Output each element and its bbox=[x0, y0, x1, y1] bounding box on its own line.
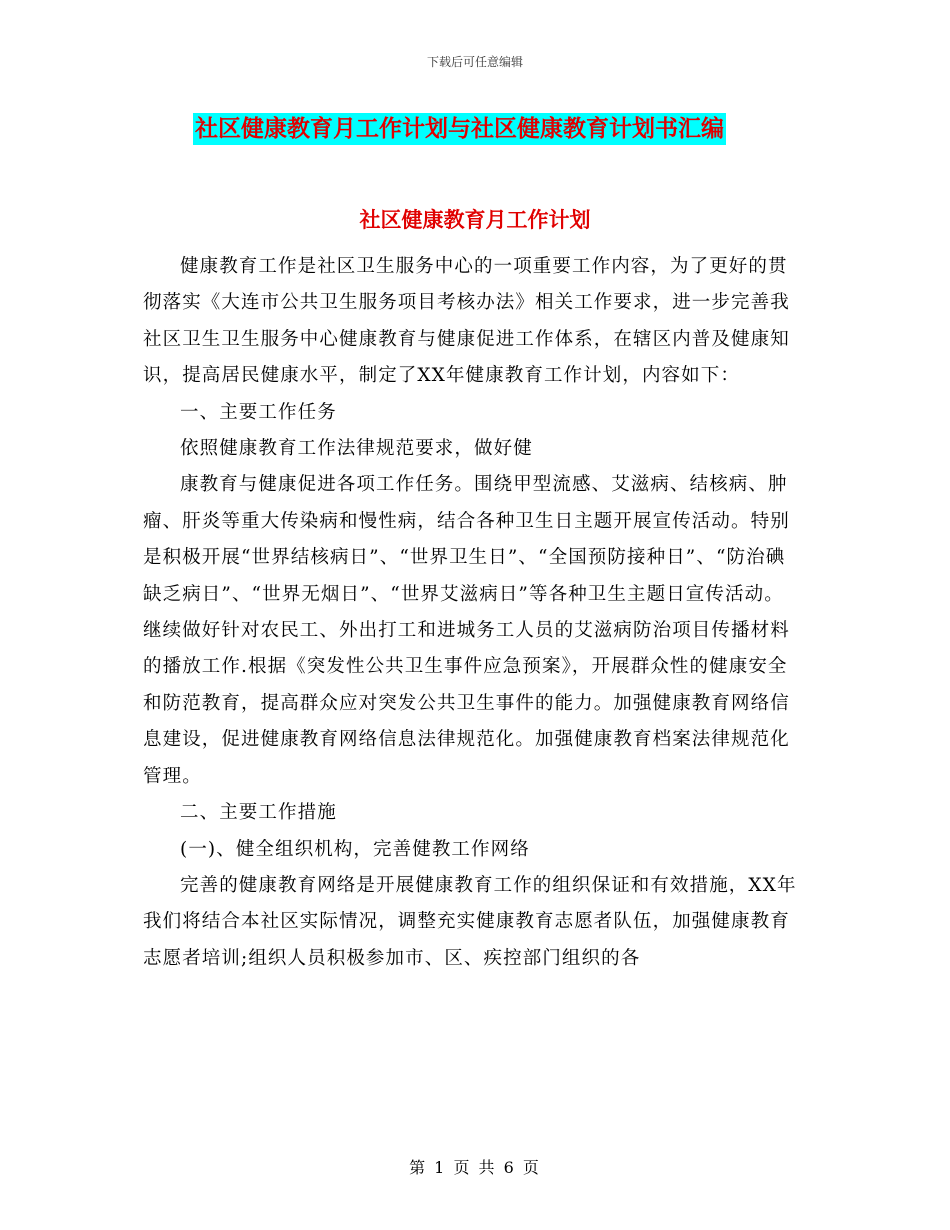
paragraph-network: 完善的健康教育网络是开展健康教育工作的组织保证和有效措施，XX年我们将结合本社区实际情况，调整充实健康教育志愿者队伍，加强健康教育志愿者培训;组织人员积极参加市、区、疾控部门组织的各 bbox=[143, 874, 797, 969]
paragraph-intro: 健康教育工作是社区卫生服务中心的一项重要工作内容，为了更好的贯彻落实《大连市公共卫生服务项目考核办法》相关工作要求，进一步完善我社区卫生卫生服务中心健康教育与健康促进工作体系，在辖区内普及健康知识，提高居民健康水平，制定了XX年健康教育工作计划，内容如下： bbox=[143, 256, 790, 387]
page-number-footer: 第 1 页 共 6 页 bbox=[409, 1158, 541, 1177]
section-title: 社区健康教育月工作计划 bbox=[359, 208, 591, 232]
heading-main-tasks: 一、主要工作任务 bbox=[180, 401, 337, 423]
document-body bbox=[143, 249, 803, 977]
subheading-organization: (一)、健全组织机构，完善健教工作网络 bbox=[180, 838, 530, 860]
main-title: 社区健康教育月工作计划与社区健康教育计划书汇编 bbox=[193, 113, 726, 145]
header-note: 下载后可任意编辑 bbox=[426, 55, 523, 69]
paragraph-tasks-lead: 依照健康教育工作法律规范要求，做好健 bbox=[180, 438, 533, 460]
heading-main-measures: 二、主要工作措施 bbox=[180, 802, 337, 824]
paragraph-tasks-body: 康教育与健康促进各项工作任务。围绕甲型流感、艾滋病、结核病、肿瘤、肝炎等重大传染病和慢性病，结合各种卫生日主题开展宣传活动。特别是积极开展“世界结核病日”、“世界卫生日”、“全国预防接种日”、“防治碘缺乏病日”、“世界无烟日”、“世界艾滋病日”等各种卫生主题日宣传活动。继续做好针对农民工、外出打工和进城务工人员的艾滋病防治项目传播材料的播放工作.根据《突发性公共卫生事件应急预案》，开展群众性的健康安全和防范教育，提高群众应对突发公共卫生事件的能力。加强健康教育网络信息建设，促进健康教育网络信息法律规范化。加强健康教育档案法律规范化管理。 bbox=[143, 474, 790, 787]
